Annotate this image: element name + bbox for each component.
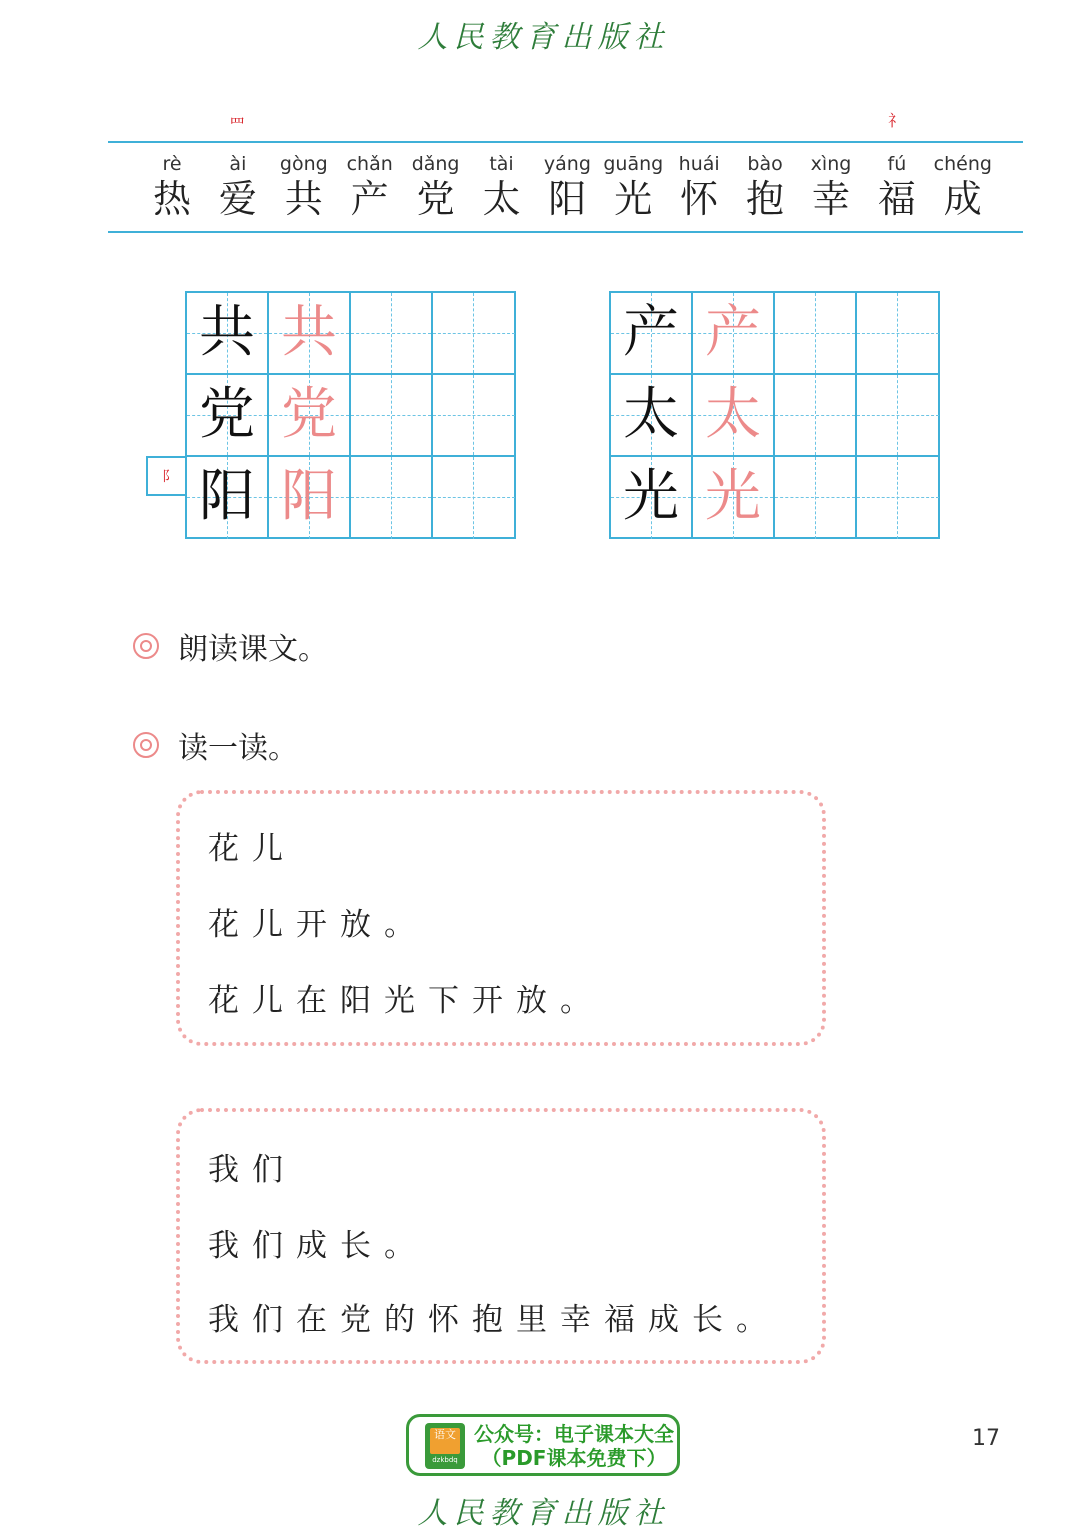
reading-line: 我们在党的怀抱里幸福成长。 <box>208 1302 780 1338</box>
vocab-item <box>403 151 469 221</box>
grid-cell <box>187 457 269 539</box>
reading-line: 我们 <box>208 1152 296 1188</box>
vocab-item <box>337 151 403 221</box>
vocab-item <box>930 151 996 221</box>
grid-cell <box>433 457 515 539</box>
vocab-top-rule <box>108 141 1023 143</box>
vocab-character: 福 <box>877 177 916 221</box>
vocab-pinyin: dǎng <box>411 153 460 175</box>
vocab-character: 幸 <box>811 177 850 221</box>
grid-cell <box>187 375 269 457</box>
model-character: 光 <box>623 464 679 529</box>
vocab-item <box>139 151 205 221</box>
badge-line-2: （PDF课本免费下） <box>481 1446 667 1470</box>
vocab-character: 光 <box>614 177 653 221</box>
vocab-character: 成 <box>943 177 982 221</box>
grid-guide <box>775 415 855 416</box>
trace-character: 产 <box>705 300 761 365</box>
grid-guide <box>433 497 515 498</box>
grid-cell <box>351 457 433 539</box>
badge-line-1: 公众号：电子课本大全 <box>474 1422 674 1446</box>
vocab-pinyin: gòng <box>279 153 328 175</box>
vocab-item <box>732 151 798 221</box>
instruction-read: 读一读。 <box>178 731 298 766</box>
grid-cell <box>611 457 693 539</box>
grid-cell <box>775 457 857 539</box>
vocab-pinyin: chǎn <box>346 153 393 175</box>
book-icon-label: 语文 <box>430 1428 460 1454</box>
grid-guide <box>433 333 515 334</box>
reading-line: 我们成长。 <box>208 1228 428 1264</box>
grid-cell <box>433 293 515 375</box>
grid-cell <box>611 293 693 375</box>
grid-guide <box>857 415 939 416</box>
grid-guide <box>897 457 898 539</box>
writing-grid-right <box>609 291 940 539</box>
trace-character: 阳 <box>281 464 337 529</box>
wechat-badge[interactable] <box>406 1414 680 1476</box>
bullet-icon <box>133 732 159 758</box>
grid-cell <box>775 375 857 457</box>
grid-guide <box>391 457 392 539</box>
reading-line: 花儿在阳光下开放。 <box>208 983 604 1019</box>
vocab-item <box>798 151 864 221</box>
book-icon <box>425 1423 465 1469</box>
grid-cell <box>269 293 351 375</box>
grid-guide <box>815 457 816 539</box>
grid-cell <box>611 375 693 457</box>
grid-guide <box>857 497 939 498</box>
vocab-item <box>271 151 337 221</box>
grid-cell <box>433 375 515 457</box>
grid-side-hint: 阝 <box>162 469 176 485</box>
grid-cell <box>187 293 269 375</box>
writing-grid-left <box>185 291 516 539</box>
vocab-character: 阳 <box>548 177 587 221</box>
vocab-pinyin: chéng <box>933 153 992 175</box>
vocab-item <box>534 151 600 221</box>
trace-character: 共 <box>281 300 337 365</box>
grid-guide <box>351 415 431 416</box>
grid-guide <box>857 333 939 334</box>
book-icon-sub: dzkbdq <box>432 1456 458 1464</box>
grid-guide <box>473 457 474 539</box>
vocab-pinyin: fú <box>887 153 907 175</box>
model-character: 太 <box>623 382 679 447</box>
vocab-item <box>666 151 732 221</box>
grid-guide <box>775 497 855 498</box>
vocab-item <box>205 151 271 221</box>
vocab-pinyin: huái <box>678 153 720 175</box>
grid-cell <box>857 457 939 539</box>
grid-guide <box>775 333 855 334</box>
trace-character: 太 <box>705 382 761 447</box>
grid-side-hint-box <box>146 456 186 496</box>
grid-cell <box>775 293 857 375</box>
bullet-icon <box>133 633 159 659</box>
vocab-bottom-rule <box>108 231 1023 233</box>
instruction-read-aloud: 朗读课文。 <box>178 632 328 667</box>
reading-line: 花儿 <box>208 831 296 867</box>
vocab-item <box>864 151 930 221</box>
radical-hint-shi: 礻 <box>888 111 905 130</box>
vocab-pinyin: rè <box>162 153 182 175</box>
grid-cell <box>693 375 775 457</box>
vocab-row <box>139 151 997 225</box>
vocab-character: 热 <box>152 177 191 221</box>
trace-character: 党 <box>281 382 337 447</box>
grid-cell <box>857 293 939 375</box>
grid-guide <box>351 497 431 498</box>
vocab-pinyin: xìng <box>810 153 852 175</box>
grid-cell <box>693 293 775 375</box>
grid-cell <box>269 457 351 539</box>
model-character: 党 <box>199 382 255 447</box>
vocab-character: 产 <box>350 177 389 221</box>
vocab-pinyin: yáng <box>543 153 591 175</box>
grid-cell <box>351 293 433 375</box>
vocab-pinyin: tài <box>489 153 514 175</box>
reading-line: 花儿开放。 <box>208 907 428 943</box>
vocab-item <box>600 151 666 221</box>
vocab-character: 党 <box>416 177 455 221</box>
grid-guide <box>351 333 431 334</box>
grid-cell <box>351 375 433 457</box>
vocab-character: 爱 <box>218 177 257 221</box>
model-character: 阳 <box>199 464 255 529</box>
grid-cell <box>269 375 351 457</box>
publisher-header: 人民教育出版社 <box>417 20 670 55</box>
radical-hint-wang: 罒 <box>229 115 246 134</box>
vocab-item <box>469 151 535 221</box>
model-character: 产 <box>623 300 679 365</box>
vocab-pinyin: guāng <box>603 153 664 175</box>
vocab-pinyin: ài <box>229 153 247 175</box>
publisher-footer: 人民教育出版社 <box>417 1496 670 1531</box>
model-character: 共 <box>199 300 255 365</box>
trace-character: 光 <box>705 464 761 529</box>
vocab-character: 共 <box>284 177 323 221</box>
grid-cell <box>693 457 775 539</box>
page-number: 17 <box>972 1426 1000 1451</box>
grid-guide <box>433 415 515 416</box>
vocab-character: 怀 <box>680 177 719 221</box>
vocab-pinyin: bào <box>747 153 783 175</box>
grid-cell <box>857 375 939 457</box>
vocab-character: 太 <box>482 177 521 221</box>
vocab-character: 抱 <box>746 177 785 221</box>
